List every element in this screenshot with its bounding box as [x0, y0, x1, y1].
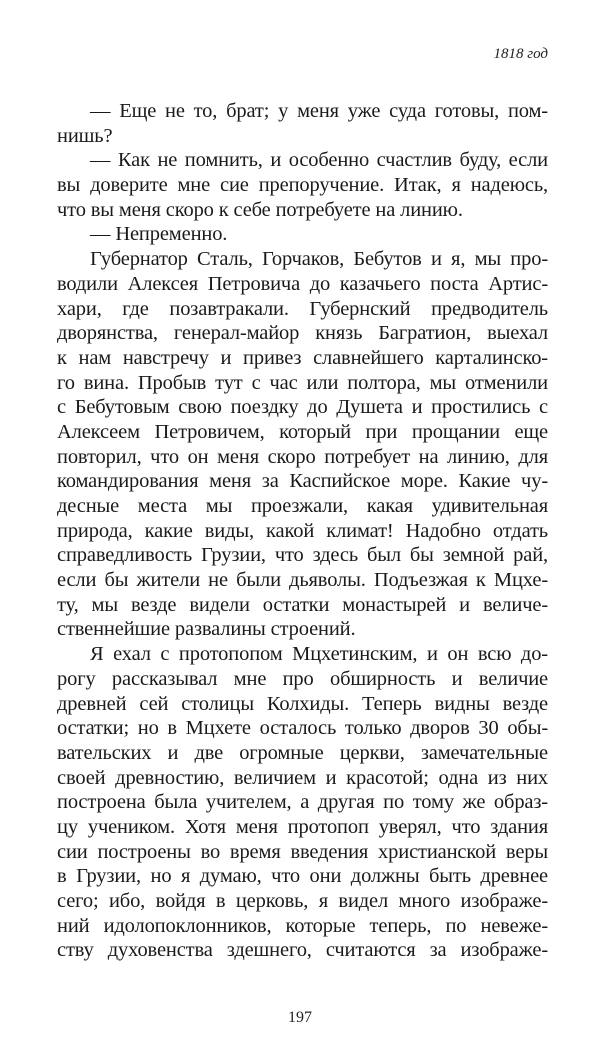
text-line: дворянства, генерал-майор князь Багратион, выехал: [57, 322, 548, 345]
text-line: десные места мы проезжали, какая удивительная: [57, 495, 548, 517]
text-line: — Непременно.: [90, 223, 228, 246]
text-line: сего; ибо, войдя в церковь, я видел много изображе-: [57, 890, 548, 912]
text-line: ственнейшие развалины строений.: [57, 618, 356, 641]
text-line: в Грузии, но я думаю, что они должны быть древнее: [57, 865, 548, 888]
text-line: с Бебутовым свою поездку до Душета и простились с: [57, 396, 548, 419]
text-line: командирования меня за Каспийское море. Какие чу-: [57, 470, 548, 493]
text-line: Губернатор Сталь, Горчаков, Бебутов и я, мы про-: [90, 248, 548, 271]
text-line: построена была учителем, а другая по тому же образ-: [57, 791, 548, 814]
body-text: [57, 99, 548, 963]
text-line: природа, какие виды, какой климат! Надобно отдать: [57, 519, 548, 542]
text-line: повторил, что он меня скоро потребует на линию, для: [57, 445, 548, 468]
text-line: вы доверите мне сие препоручение. Итак, я надеюсь,: [57, 174, 548, 197]
text-line: сии построены во время введения христианской веры: [57, 840, 548, 863]
text-line: нишь?: [57, 124, 113, 147]
text-line: Я ехал с протопопом Мцхетинским, и он всю до-: [90, 643, 548, 666]
running-head: 1818 год: [493, 46, 548, 62]
text-line: — Еще не то, брат; у меня уже суда готовы, пом-: [90, 100, 548, 122]
text-line: своей древностию, величием и красотой; одна из них: [57, 766, 548, 789]
text-line: водили Алексея Петровича до казачьего поста Артис-: [57, 272, 548, 295]
text-line: — Как не помнить, и особенно счастлив буду, если: [90, 149, 548, 172]
text-line: ству духовенства здешнего, считаются за изображе-: [57, 939, 548, 962]
text-line: остатки; но в Мцхете осталось только дворов 30 обы-: [57, 717, 548, 740]
text-line: рогу рассказывал мне про обширность и величие: [57, 667, 548, 690]
text-line: Алексеем Петровичем, который при прощании еще: [57, 420, 548, 443]
text-line: к нам навстречу и привез славнейшего карталинско-: [57, 346, 548, 369]
text-line: если бы жители не были дьяволы. Подъезжая к Мцхе-: [57, 569, 548, 592]
text-line: вательских и две огромные церкви, замечательные: [57, 741, 548, 764]
text-line: хари, где позавтракали. Губернский предводитель: [57, 297, 548, 320]
text-line: справедливость Грузии, что здесь был бы земной рай,: [57, 544, 548, 567]
text-line: что вы меня скоро к себе потребуете на линию.: [57, 198, 463, 221]
text-line: го вина. Пробыв тут с час или полтора, мы отменили: [57, 371, 548, 394]
text-line: цу учеником. Хотя меня протопоп уверял, что здания: [57, 815, 548, 838]
text-line: ту, мы везде видели остатки монастырей и величе-: [57, 593, 548, 616]
text-line: ний идолопоклонников, которые теперь, по невеже-: [57, 914, 548, 937]
page-number: 197: [288, 1009, 312, 1026]
text-line: древней сей столицы Колхиды. Теперь видны везде: [57, 692, 548, 715]
